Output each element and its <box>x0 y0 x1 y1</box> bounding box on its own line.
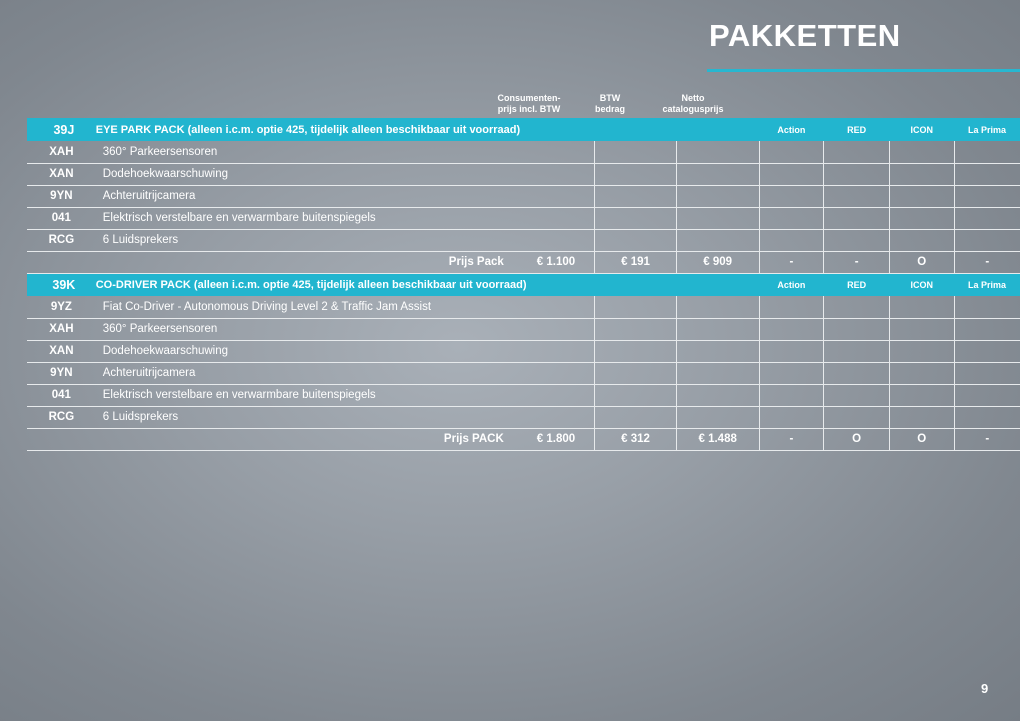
empty-cell <box>676 207 759 229</box>
empty-cell <box>676 185 759 207</box>
price-label: Prijs PACK <box>27 428 518 450</box>
empty-cell <box>595 141 677 163</box>
title-rule <box>707 69 1020 72</box>
package-name: CO-DRIVER PACK (alleen i.c.m. optie 425, tijdelijk alleen beschikbaar uit voorraad) <box>96 273 759 296</box>
option-code: 041 <box>27 384 96 406</box>
option-description: Elektrisch verstelbare en verwarmbare buitenspiegels <box>96 384 595 406</box>
empty-cell <box>759 185 824 207</box>
table-row <box>27 384 1020 406</box>
empty-cell <box>676 340 759 362</box>
option-code: XAH <box>27 318 96 340</box>
vat-amount: € 191 <box>595 251 677 273</box>
empty-cell <box>954 207 1020 229</box>
empty-cell <box>824 185 890 207</box>
empty-cell <box>759 318 824 340</box>
package-header-row <box>27 273 1020 296</box>
table-row <box>27 362 1020 384</box>
empty-cell <box>824 384 890 406</box>
packages-table <box>27 118 1020 451</box>
empty-cell <box>595 296 677 318</box>
empty-cell <box>954 185 1020 207</box>
table-row <box>27 185 1020 207</box>
empty-cell <box>889 384 954 406</box>
empty-cell <box>759 141 824 163</box>
empty-cell <box>676 163 759 185</box>
empty-cell <box>824 163 890 185</box>
variant-availability: O <box>824 428 890 450</box>
price-row <box>27 428 1020 450</box>
empty-cell <box>759 163 824 185</box>
empty-cell <box>954 384 1020 406</box>
package-code: 39J <box>27 118 96 141</box>
empty-cell <box>759 362 824 384</box>
table-row <box>27 296 1020 318</box>
empty-cell <box>595 362 677 384</box>
empty-cell <box>595 406 677 428</box>
variant-label: Action <box>759 273 824 296</box>
variant-availability: O <box>889 251 954 273</box>
empty-cell <box>954 229 1020 251</box>
variant-availability: - <box>759 251 824 273</box>
empty-cell <box>889 318 954 340</box>
variant-label: RED <box>824 273 890 296</box>
empty-cell <box>824 229 890 251</box>
variant-availability: - <box>954 428 1020 450</box>
package-header-row <box>27 118 1020 141</box>
packages-table-body <box>27 118 1020 450</box>
empty-cell <box>676 384 759 406</box>
page-number: 9 <box>981 681 989 696</box>
option-code: XAN <box>27 163 96 185</box>
variant-availability: O <box>889 428 954 450</box>
option-code: RCG <box>27 229 96 251</box>
table-row <box>27 406 1020 428</box>
empty-cell <box>954 340 1020 362</box>
empty-cell <box>676 362 759 384</box>
option-description: Dodehoekwaarschuwing <box>96 163 595 185</box>
empty-cell <box>889 229 954 251</box>
option-code: XAN <box>27 340 96 362</box>
price-label: Prijs Pack <box>27 251 518 273</box>
variant-availability: - <box>824 251 890 273</box>
empty-cell <box>759 406 824 428</box>
empty-cell <box>676 406 759 428</box>
option-code: 9YZ <box>27 296 96 318</box>
option-code: 9YN <box>27 362 96 384</box>
table-row <box>27 207 1020 229</box>
empty-cell <box>889 296 954 318</box>
consumer-price: € 1.800 <box>518 428 595 450</box>
empty-cell <box>954 163 1020 185</box>
option-description: 360° Parkeersensoren <box>96 318 595 340</box>
column-header-vat: BTW bedrag <box>594 93 625 114</box>
option-description: Dodehoekwaarschuwing <box>96 340 595 362</box>
table-row <box>27 318 1020 340</box>
net-price: € 1.488 <box>676 428 759 450</box>
empty-cell <box>759 384 824 406</box>
variant-availability: - <box>954 251 1020 273</box>
option-description: 360° Parkeersensoren <box>96 141 595 163</box>
empty-cell <box>759 207 824 229</box>
page-title: PAKKETTEN <box>709 18 901 53</box>
variant-label: ICON <box>889 118 954 141</box>
option-description: Elektrisch verstelbare en verwarmbare buitenspiegels <box>96 207 595 229</box>
option-description: Achteruitrijcamera <box>96 362 595 384</box>
empty-cell <box>889 185 954 207</box>
option-code: RCG <box>27 406 96 428</box>
empty-cell <box>889 141 954 163</box>
table-row <box>27 141 1020 163</box>
empty-cell <box>954 296 1020 318</box>
empty-cell <box>676 296 759 318</box>
table-row <box>27 163 1020 185</box>
consumer-price: € 1.100 <box>518 251 595 273</box>
empty-cell <box>824 406 890 428</box>
empty-cell <box>759 340 824 362</box>
empty-cell <box>889 340 954 362</box>
variant-label: ICON <box>889 273 954 296</box>
variant-label: La Prima <box>954 118 1020 141</box>
price-row <box>27 251 1020 273</box>
variant-label: Action <box>759 118 824 141</box>
table-row <box>27 340 1020 362</box>
option-description: 6 Luidsprekers <box>96 229 595 251</box>
empty-cell <box>954 141 1020 163</box>
empty-cell <box>595 318 677 340</box>
table-row <box>27 229 1020 251</box>
package-code: 39K <box>27 273 96 296</box>
empty-cell <box>595 384 677 406</box>
empty-cell <box>676 229 759 251</box>
empty-cell <box>824 207 890 229</box>
empty-cell <box>824 296 890 318</box>
empty-cell <box>595 340 677 362</box>
empty-cell <box>824 141 890 163</box>
empty-cell <box>759 296 824 318</box>
empty-cell <box>595 207 677 229</box>
empty-cell <box>889 406 954 428</box>
empty-cell <box>889 163 954 185</box>
empty-cell <box>824 318 890 340</box>
variant-availability: - <box>759 428 824 450</box>
empty-cell <box>595 163 677 185</box>
empty-cell <box>676 318 759 340</box>
empty-cell <box>676 141 759 163</box>
empty-cell <box>595 229 677 251</box>
empty-cell <box>954 362 1020 384</box>
option-code: 041 <box>27 207 96 229</box>
column-header-consumer-price: Consumenten- prijs incl. BTW <box>497 93 561 114</box>
option-code: 9YN <box>27 185 96 207</box>
empty-cell <box>889 362 954 384</box>
package-name: EYE PARK PACK (alleen i.c.m. optie 425, tijdelijk alleen beschikbaar uit voorraad) <box>96 118 759 141</box>
column-header-net-price: Netto catalogusprijs <box>662 93 724 114</box>
net-price: € 909 <box>676 251 759 273</box>
vat-amount: € 312 <box>595 428 677 450</box>
variant-label: RED <box>824 118 890 141</box>
empty-cell <box>824 340 890 362</box>
empty-cell <box>824 362 890 384</box>
empty-cell <box>954 318 1020 340</box>
option-description: Fiat Co-Driver - Autonomous Driving Level 2 & Traffic Jam Assist <box>96 296 595 318</box>
empty-cell <box>954 406 1020 428</box>
variant-label: La Prima <box>954 273 1020 296</box>
empty-cell <box>595 185 677 207</box>
empty-cell <box>759 229 824 251</box>
option-description: 6 Luidsprekers <box>96 406 595 428</box>
option-code: XAH <box>27 141 96 163</box>
option-description: Achteruitrijcamera <box>96 185 595 207</box>
empty-cell <box>889 207 954 229</box>
